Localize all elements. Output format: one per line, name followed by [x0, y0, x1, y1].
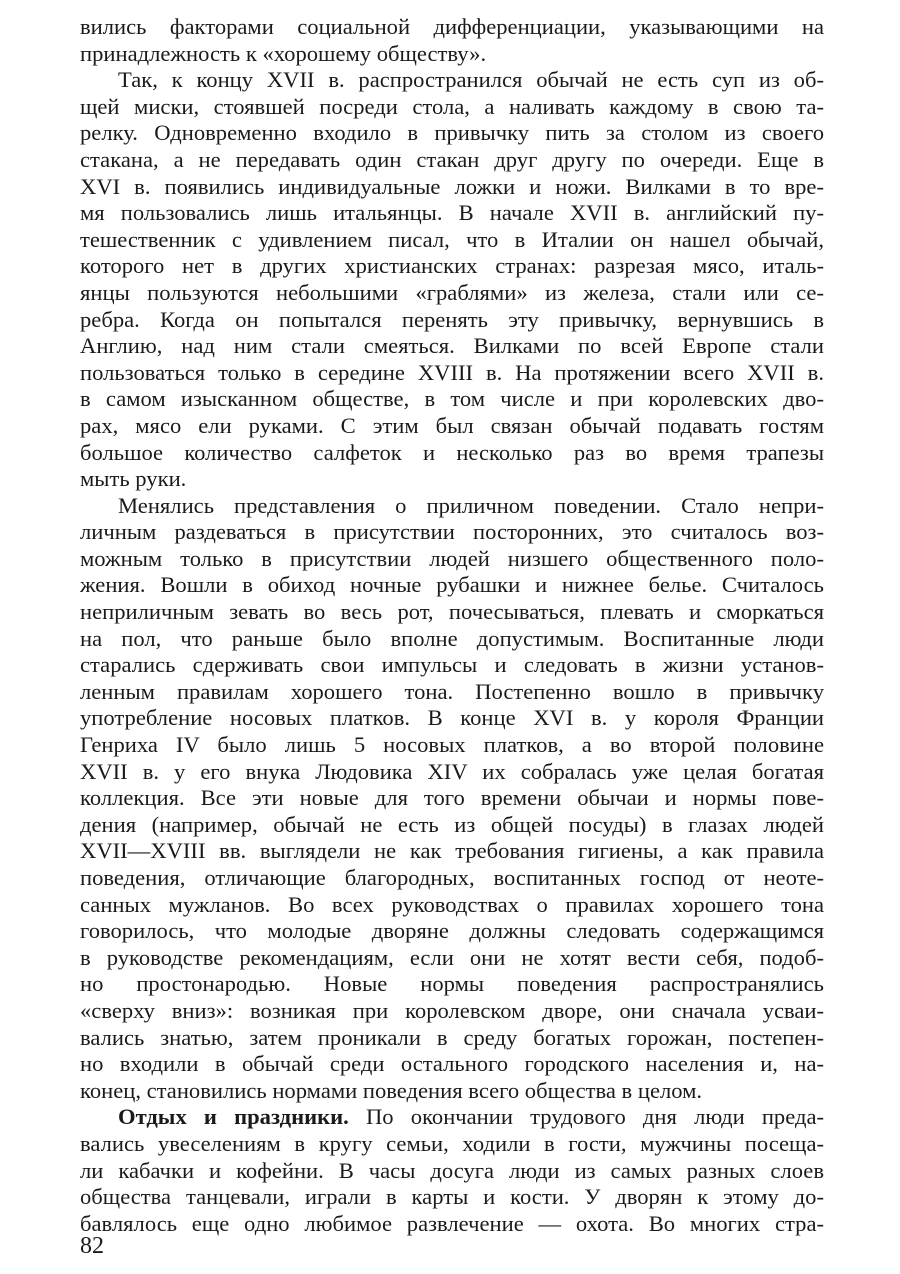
text-line: щей миски, стоявшей посреди стола, а наливать каждому в свою та-: [80, 93, 824, 119]
text-line: употребление носовых платков. В конце XVI в. у короля Франции: [80, 705, 824, 731]
text-line: XVII—XVIII вв. выглядели не как требования гигиены, а как правила: [80, 838, 824, 864]
heading-continuation: По окончании трудового дня люди преда-: [348, 1104, 824, 1130]
text-line: конец, становились нормами поведения всего общества в целом.: [80, 1077, 703, 1103]
text-line: но простонародью. Новые нормы поведения распространялись: [80, 971, 824, 997]
text-line: стакана, а не передавать один стакан друг другу по очереди. Еще в: [80, 146, 824, 172]
text-line: жения. Вошли в обиход ночные рубашки и нижнее белье. Считалось: [80, 572, 824, 598]
text-line: вились факторами социальной дифференциации, указывающими на: [80, 14, 824, 39]
text-line: но входили в обычай среди остального городского населения и, на-: [80, 1051, 824, 1077]
text-line: в руководстве рекомендациям, если они не хотят вести себя, подоб-: [80, 944, 824, 970]
text-line: принадлежность к «хорошему обществу».: [80, 40, 487, 66]
text-line: бавлялось еще одно любимое развлечение — охота. Во многих стра-: [80, 1210, 824, 1236]
text-line: на пол, что раньше было вполне допустимым. Воспитанные люди: [80, 625, 824, 651]
text-line: говорилось, что молодые дворяне должны следовать содержащимся: [80, 918, 824, 944]
text-line: Англию, над ним стали смеяться. Вилками по всей Европе стали: [80, 333, 824, 359]
text-line: «сверху вниз»: возникая при королевском дворе, они сначала усваи-: [80, 997, 824, 1023]
text-line: дения (например, обычай не есть из общей посуды) в глазах людей: [80, 811, 824, 837]
text-line: ребра. Когда он попытался перенять эту привычку, вернувшись в: [80, 306, 824, 332]
paragraph: [80, 493, 824, 1105]
text-line: санных мужланов. Во всех руководствах о правилах хорошего тона: [80, 891, 824, 917]
text-line: Менялись представления о приличном поведении. Стало непри-: [118, 492, 824, 518]
text-line: коллекция. Все эти новые для того времени обычаи и нормы пове-: [80, 785, 824, 811]
text-line: вались знатью, затем проникали в среду богатых горожан, постепен-: [80, 1024, 824, 1050]
text-line: можным только в присутствии людей низшего общественного поло-: [80, 545, 824, 571]
text-line: Генриха IV было лишь 5 носовых платков, а во второй половине: [80, 732, 824, 758]
text-line: мыть руки.: [80, 466, 187, 492]
text-line: релку. Одновременно входило в привычку пить за столом из своего: [80, 120, 824, 146]
text-line: неприличным зевать во весь рот, почесываться, плевать и сморкаться: [80, 599, 824, 625]
page-body: [80, 14, 824, 1237]
section-heading: Отдых и праздники.: [118, 1104, 349, 1130]
text-line: Так, к концу XVII в. распространился обычай не есть суп из об-: [118, 67, 824, 93]
text-line: рах, мясо ели руками. С этим был связан обычай подавать гостям: [80, 412, 824, 438]
text-line: общества танцевали, играли в карты и кости. У дворян к этому до-: [80, 1184, 824, 1210]
text-line: [80, 1104, 824, 1131]
text-line: в самом изысканном обществе, в том числе и при королевских дво-: [80, 386, 824, 412]
text-line: старались сдерживать свои импульсы и следовать в жизни установ-: [80, 652, 824, 678]
paragraph: [80, 1104, 824, 1237]
text-line: ли кабачки и кофейни. В часы досуга люди из самых разных слоев: [80, 1157, 824, 1183]
text-line: XVII в. у его внука Людовика XIV их собралась уже целая богатая: [80, 758, 824, 784]
text-line: которого нет в других христианских странах: разрезая мясо, италь-: [80, 253, 824, 279]
paragraph: [80, 14, 824, 67]
text-line: тешественник с удивлением писал, что в Италии он нашел обычай,: [80, 226, 824, 252]
text-line: мя пользовались лишь итальянцы. В начале XVII в. английский пу-: [80, 200, 824, 226]
text-line: янцы пользуются небольшими «граблями» из железа, стали или се-: [80, 279, 824, 305]
page-number: 82: [80, 1233, 104, 1259]
paragraph: [80, 67, 824, 493]
text-line: XVI в. появились индивидуальные ложки и ножи. Вилками в то вре-: [80, 173, 824, 199]
text-line: большое количество салфеток и несколько раз во время трапезы: [80, 439, 824, 465]
text-line: пользоваться только в середине XVIII в. На протяжении всего XVII в.: [80, 359, 824, 385]
text-line: поведения, отличающие благородных, воспитанных господ от неоте-: [80, 865, 824, 890]
text-line: личным раздеваться в присутствии посторонних, это считалось воз-: [80, 519, 824, 545]
text-line: ленным правилам хорошего тона. Постепенно вошло в привычку: [80, 678, 824, 704]
text-line: вались увеселениям в кругу семьи, ходили в гости, мужчины посеща-: [80, 1130, 824, 1156]
